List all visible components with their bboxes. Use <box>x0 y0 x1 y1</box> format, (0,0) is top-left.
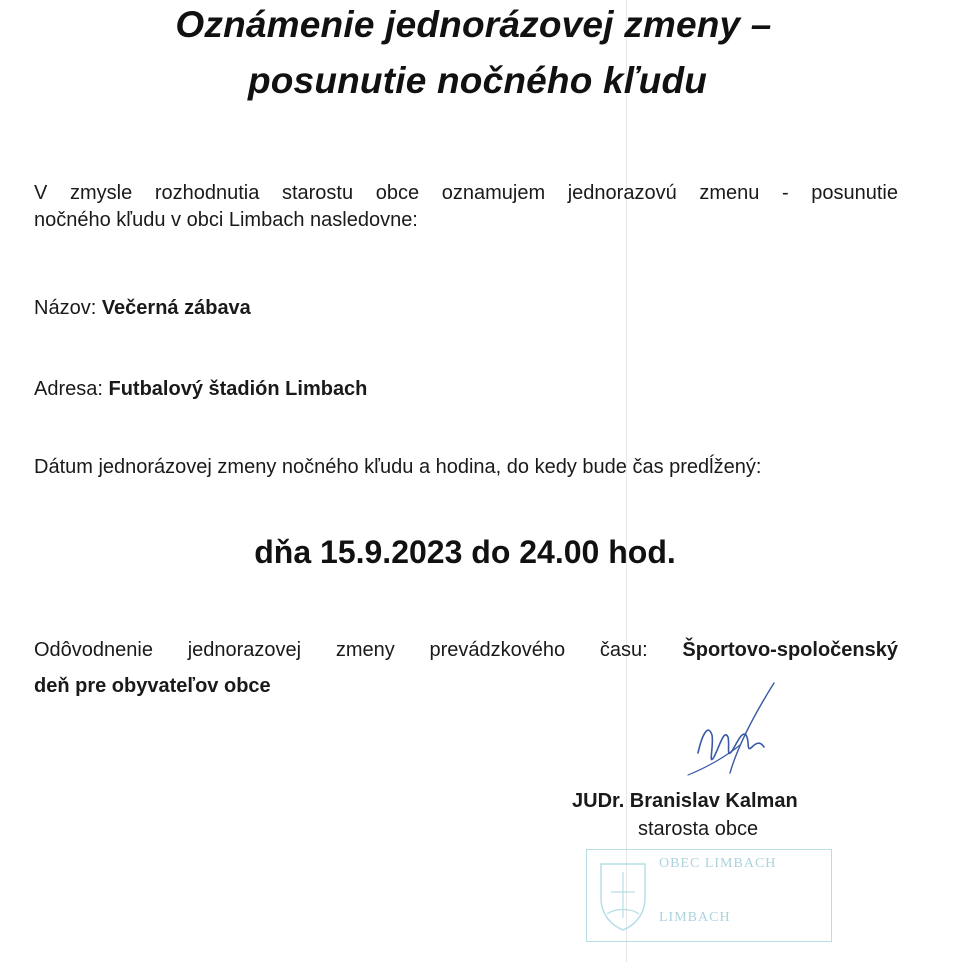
signatory-role: starosta obce <box>638 818 759 840</box>
stamp-text-line-1: OBEC LIMBACH <box>659 856 777 871</box>
event-name-field <box>34 295 251 322</box>
event-address-value: Futbalový štadión Limbach <box>108 378 368 400</box>
event-address-label: Adresa: <box>34 378 109 400</box>
event-name-value: Večerná zábava <box>101 297 251 319</box>
page-fold-line <box>626 0 627 962</box>
coat-of-arms-icon <box>597 858 649 932</box>
reason-value-part-1: Športovo-spoločenský <box>682 639 898 661</box>
reason-line-1 <box>34 632 898 668</box>
handwritten-signature <box>668 675 786 785</box>
signatory-name: JUDr. Branislav Kalman <box>572 790 798 812</box>
notice-title-line-1: Oznámenie jednorázovej zmeny – <box>175 4 772 45</box>
reason-label: Odôvodnenie jednorazovej zmeny prevádzkového času: <box>34 639 683 661</box>
date-highlight: dňa 15.9.2023 do 24.00 hod. <box>254 534 676 570</box>
official-stamp <box>586 849 832 942</box>
date-field-label: Dátum jednorázovej zmeny nočného kľudu a hodina, do kedy bude čas predĺžený: <box>34 456 762 478</box>
intro-line-1: V zmysle rozhodnutia starostu obce oznamujem jednorazovú zmenu - posunutie <box>34 182 898 204</box>
stamp-text-line-3: LIMBACH <box>659 910 731 925</box>
notice-title-line-2: posunutie nočného kľudu <box>247 60 708 101</box>
intro-line-2: nočného kľudu v obci Limbach nasledovne: <box>34 209 418 231</box>
reason-value-part-2: deň pre obyvateľov obce <box>34 675 271 697</box>
event-name-label: Názov: <box>34 297 102 319</box>
event-address-field <box>34 376 367 403</box>
intro-paragraph <box>34 180 898 234</box>
